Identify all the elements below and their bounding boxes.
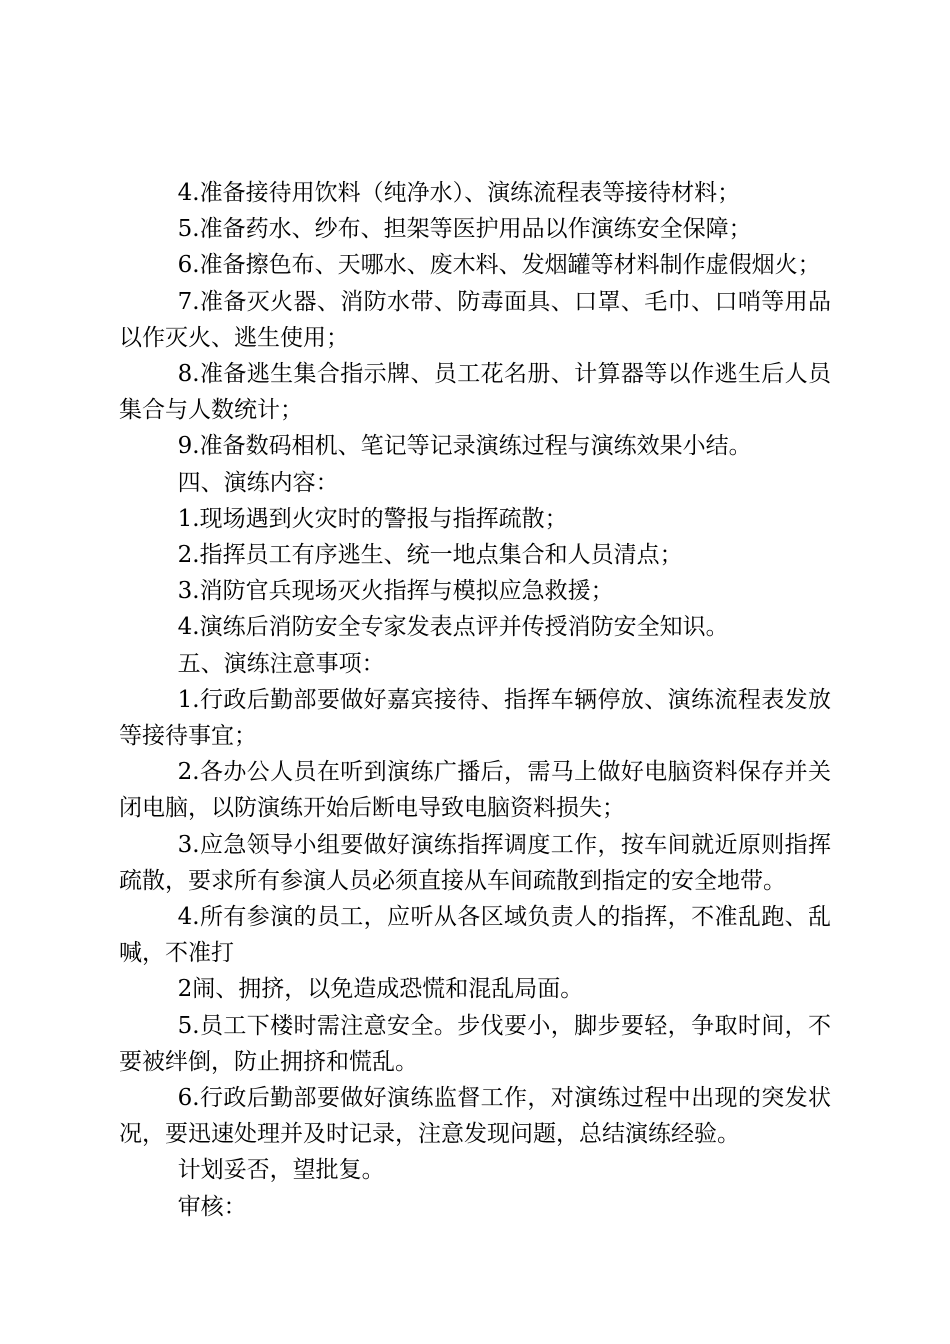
paragraph: 4.准备接待用饮料（纯净水）、演练流程表等接待材料； (177, 180, 741, 206)
paragraph: 8.准备逃生集合指示牌、员工花名册、计算器等以作逃生后人员集合与人数统计； (119, 361, 831, 424)
paragraph: 5.准备药水、纱布、担架等医护用品以作演练安全保障； (177, 216, 752, 243)
paragraph: 4.所有参演的员工，应听从各区域负责人的指挥，不准乱跑、乱喊，不准打 (119, 904, 831, 967)
paragraph: 3.应急领导小组要做好演练指挥调度工作，按车间就近原则指挥疏散，要求所有参演人员必须直接从车间疏散到指定的安全地带。 (119, 831, 831, 894)
paragraph: 9.准备数码相机、笔记等记录演练过程与演练效果小结。 (177, 433, 752, 460)
paragraph: 2.各办公人员在听到演练广播后，需马上做好电脑资料保存并关闭电脑，以防演练开始后断电导致电脑资料损失； (119, 759, 831, 822)
paragraph: 4.演练后消防安全专家发表点评并传授消防安全知识。 (177, 614, 729, 641)
paragraph: 5.员工下楼时需注意安全。步伐要小，脚步要轻，争取时间，不要被绊倒，防止拥挤和慌乱。 (119, 1012, 831, 1075)
paragraph: 1.现场遇到火灾时的警报与指挥疏散； (177, 505, 568, 532)
review-label: 审核： (177, 1193, 247, 1220)
paragraph: 6.准备擦色布、天哪水、废木料、发烟罐等材料制作虚假烟火； (177, 252, 821, 279)
paragraph: 1.行政后勤部要做好嘉宾接待、指挥车辆停放、演练流程表发放等接待事宜； (119, 686, 831, 750)
paragraph: 3.消防官兵现场灭火指挥与模拟应急救援； (177, 578, 614, 605)
closing-line: 计划妥否，望批复。 (177, 1157, 385, 1184)
paragraph: 2.指挥员工有序逃生、统一地点集合和人员清点； (177, 542, 683, 569)
paragraph: 2闹、拥挤，以免造成恐慌和混乱局面。 (177, 976, 584, 1003)
document-body (119, 175, 831, 1225)
section-heading: 五、演练注意事项： (177, 650, 385, 677)
section-heading: 四、演练内容： (177, 469, 339, 496)
paragraph: 7.准备灭火器、消防水带、防毒面具、口罩、毛巾、口哨等用品以作灭火、逃生使用； (119, 288, 831, 351)
paragraph: 6.行政后勤部要做好演练监督工作，对演练过程中出现的突发状况，要迅速处理并及时记录，注意发现问题，总结演练经验。 (119, 1085, 831, 1148)
